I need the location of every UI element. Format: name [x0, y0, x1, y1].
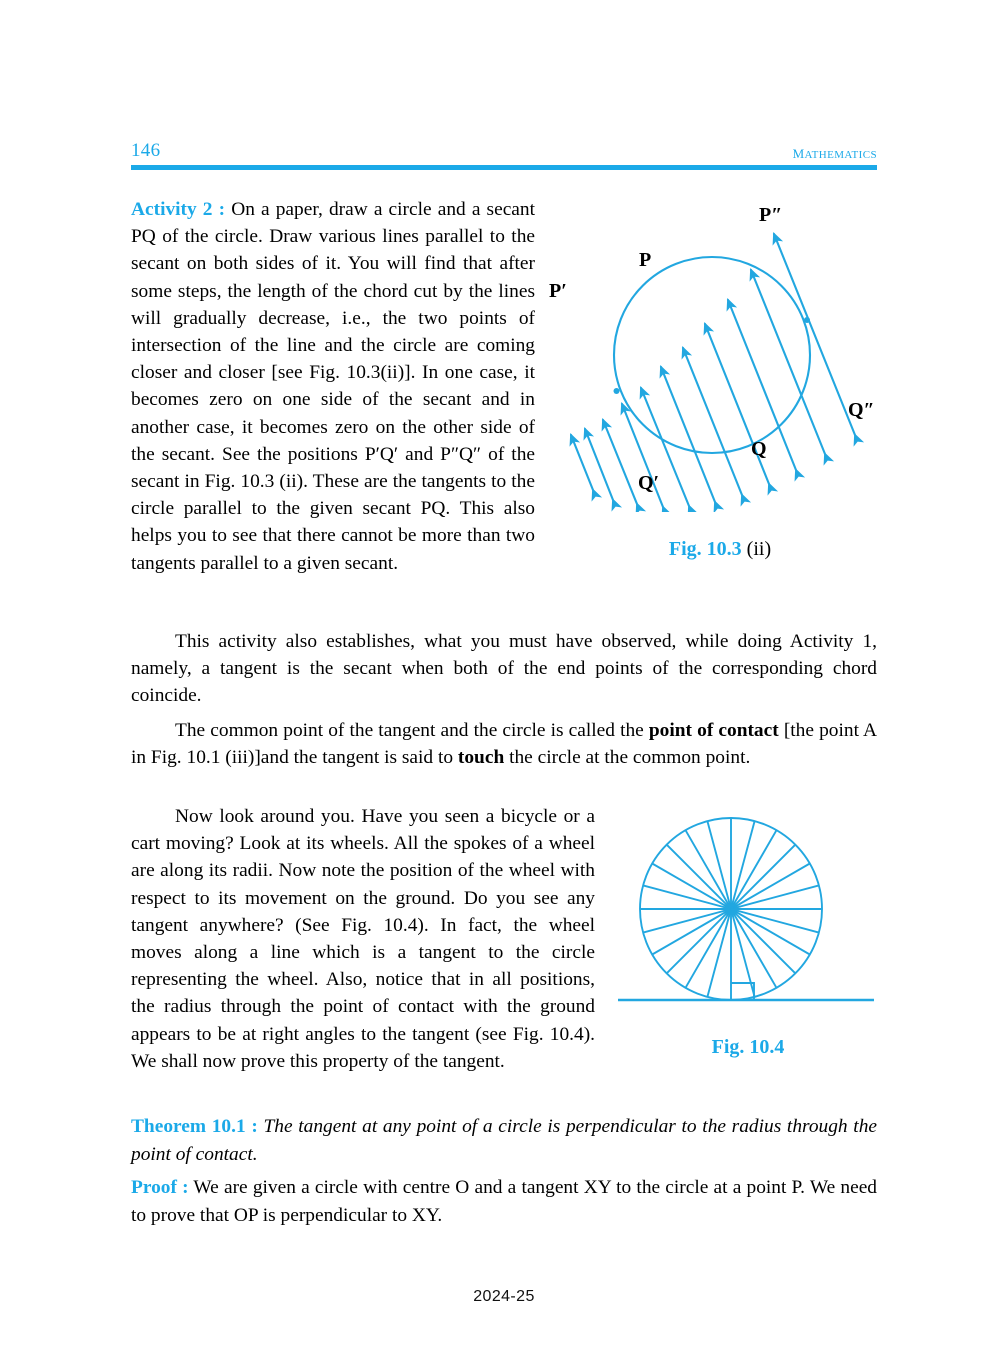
figure-10-3-ii-drawing [545, 192, 890, 512]
figure-10-3-caption [570, 538, 870, 561]
paragraph-common-point-part1: The common point of the tangent and the circle is called the [175, 720, 649, 741]
running-head-subject: mathematics [792, 142, 877, 163]
paragraph-establishes: This activity also establishes, what you must have observed, while doing Activity 1, namely, a tangent is the secant when both of the end points of the corresponding chord coincide. [131, 631, 877, 707]
paragraph-common-point [131, 717, 877, 771]
tangency-points [614, 317, 811, 394]
paragraph-common-point-part3: the circle at the common point. [504, 747, 751, 769]
figure-10-3-caption-main: Fig. 10.3 [668, 538, 742, 560]
term-point-of-contact: point of contact [648, 720, 779, 741]
proof-block [131, 1174, 877, 1230]
activity-2-label: Activity 2 : [131, 199, 226, 220]
circle-outline [614, 257, 810, 453]
running-head [131, 140, 877, 164]
theorem-10-1 [131, 1113, 877, 1169]
figure-10-3-label-q-prime: Q′ [638, 472, 660, 494]
proof-label: Proof : [131, 1177, 189, 1198]
figure-10-3-label-p-prime: P′ [549, 280, 567, 302]
figure-10-3-label-p: P [639, 249, 652, 271]
figure-10-3-caption-subtext: (ii) [746, 538, 772, 560]
wheel-spokes [640, 818, 822, 1000]
paragraph-common-point-part2: [the point A in Fig. 10.1 (iii)]and the tangent is said to [131, 720, 878, 769]
activity-2-paragraph [131, 196, 535, 577]
header-rule [131, 165, 877, 170]
figure-10-4-caption-main: Fig. 10.4 [711, 1036, 785, 1058]
figure-10-4 [608, 808, 888, 1020]
page-number: 146 [131, 140, 161, 161]
theorem-10-1-statement: The tangent at any point of a circle is perpendicular to the radius through the point of contact. [131, 1116, 877, 1165]
figure-10-3-label-p-double-prime: P″ [759, 204, 783, 226]
parallel-secant-lines [571, 234, 855, 507]
term-touch: touch [457, 747, 505, 769]
page-footer-year: 2024-25 [473, 1288, 535, 1305]
figure-10-3-label-q-double-prime: Q″ [848, 399, 875, 421]
paragraph-wheel: Now look around you. Have you seen a bicycle or a cart moving? Look at its wheels. All the spokes of a wheel are along its radii. Now note the position of the wheel with respect to its movement on the ground. Do you see any tangent anywhere? (See Fig. 10.4). In fact, the wheel moves along a line which is a tangent to the circle representing the wheel. Also, notice that in all positions, the radius through the point of contact with the ground appears to be at right angles to the tangent (see Fig. 10.4). We shall now prove this property of the tangent. [131, 806, 595, 1072]
proof-body: We are given a circle with centre O and a tangent XY to the circle at a point P. We need to prove that OP is perpendicular to XY. [131, 1177, 877, 1226]
figure-10-4-drawing [608, 808, 888, 1020]
figure-10-3-ii [545, 192, 890, 512]
theorem-10-1-label: Theorem 10.1 : [131, 1116, 258, 1137]
figure-10-4-caption [608, 1036, 888, 1059]
activity-2-body: On a paper, draw a circle and a secant PQ of the circle. Draw various lines parallel to the secant on both sides of it. You will find that after some steps, the length of the chord cut by the lines will gradually decrease, i.e., the two points of intersection of the line and the circle are coming closer and closer [see Fig. 10.3(ii)]. In one case, it becomes zero on one side of the secant and in another case, it becomes zero on the other side of the secant. See the positions P′Q′ and P″Q″ of the secant in Fig. 10.3 (ii). These are the tangents to the circle parallel to the given secant PQ. This also helps you to see that there cannot be more than two tangents parallel to a given secant. [131, 199, 535, 574]
figure-10-3-label-q: Q [751, 438, 767, 460]
